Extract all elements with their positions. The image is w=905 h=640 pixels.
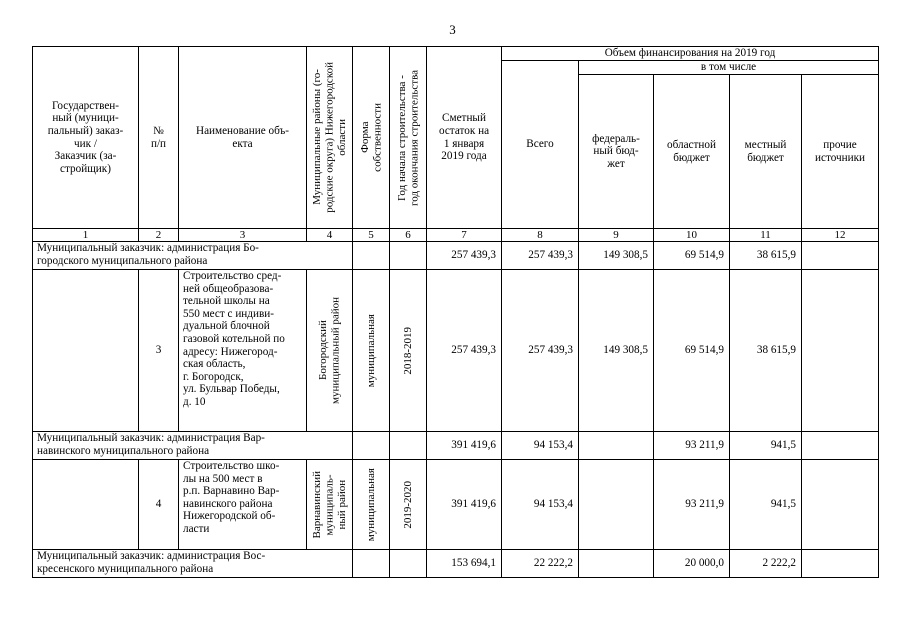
column-number: 6 (390, 229, 427, 242)
customer-row (33, 432, 879, 460)
customer-label: Муниципальный заказчик: администрация Вос- кресенского муниципального района (33, 550, 353, 578)
header-ownership: Форма собственности (358, 103, 383, 172)
column-number: 7 (427, 229, 502, 242)
column-number: 1 (33, 229, 139, 242)
header-years: Год начала строительства - год окончания строительства (395, 69, 420, 206)
cell-object-name: Строительство шко- лы на 500 мест в р.п. Варнавино Вар- навинского района Нижегородской об- ласти (179, 460, 307, 550)
header-total: Всего (502, 61, 579, 229)
cell-number: 4 (139, 460, 179, 550)
cell-federal (579, 460, 654, 550)
header-local: местный бюджет (730, 75, 802, 229)
financing-table (32, 46, 879, 578)
cell-district: Варнавинский муниципаль- ный район (310, 470, 348, 539)
cell-ownership: муниципальная (364, 467, 377, 542)
cell-federal (579, 550, 654, 578)
header-other: прочие источники (802, 75, 879, 229)
cell-local: 2 222,2 (730, 550, 802, 578)
cell-regional: 69 514,9 (654, 242, 730, 270)
cell-local: 941,5 (730, 432, 802, 460)
object-row (33, 270, 879, 432)
cell-regional: 93 211,9 (654, 460, 730, 550)
cell-federal: 149 308,5 (579, 242, 654, 270)
cell-total: 257 439,3 (502, 270, 579, 432)
cell-federal (579, 432, 654, 460)
cell-regional: 20 000,0 (654, 550, 730, 578)
customer-row (33, 550, 879, 578)
column-number: 12 (802, 229, 879, 242)
cell-other (802, 270, 879, 432)
cell-estimate: 257 439,3 (427, 242, 502, 270)
page-number: 3 (449, 22, 456, 37)
cell-ownership: муниципальная (364, 313, 377, 388)
header-federal: федераль- ный бюд- жет (579, 75, 654, 229)
column-number: 5 (353, 229, 390, 242)
object-row (33, 460, 879, 550)
cell-other (802, 460, 879, 550)
cell-estimate: 391 419,6 (427, 432, 502, 460)
cell-local: 38 615,9 (730, 242, 802, 270)
cell-total: 94 153,4 (502, 460, 579, 550)
column-number: 11 (730, 229, 802, 242)
cell-years: 2019-2020 (401, 480, 414, 529)
cell-total: 257 439,3 (502, 242, 579, 270)
cell-local: 941,5 (730, 460, 802, 550)
cell-other (802, 242, 879, 270)
column-number: 4 (307, 229, 353, 242)
cell-other (802, 432, 879, 460)
cell-estimate: 257 439,3 (427, 270, 502, 432)
column-number: 3 (179, 229, 307, 242)
column-numbers-row (33, 229, 879, 242)
customer-label: Муниципальный заказчик: администрация Бо- городского муниципального района (33, 242, 353, 270)
customer-row (33, 242, 879, 270)
cell-local: 38 615,9 (730, 270, 802, 432)
cell-regional: 93 211,9 (654, 432, 730, 460)
column-number: 8 (502, 229, 579, 242)
cell-district: Богородский муниципальный район (317, 297, 342, 404)
cell-estimate: 153 694,1 (427, 550, 502, 578)
header-number: № п/п (139, 47, 179, 229)
header-funding-title: Объем финансирования на 2019 год (502, 47, 879, 61)
header-including: в том числе (579, 61, 879, 75)
header-object-name: Наименование объ- екта (179, 47, 307, 229)
header-regional: областной бюджет (654, 75, 730, 229)
column-number: 2 (139, 229, 179, 242)
customer-label: Муниципальный заказчик: администрация Вар- навинского муниципального района (33, 432, 353, 460)
cell-total: 22 222,2 (502, 550, 579, 578)
cell-other (802, 550, 879, 578)
cell-years: 2018-2019 (401, 326, 414, 375)
header-customer: Государствен- ный (муници- пальный) заказ- чик / Заказчик (за- стройщик) (33, 47, 139, 229)
column-number: 9 (579, 229, 654, 242)
cell-federal: 149 308,5 (579, 270, 654, 432)
cell-object-name: Строительство сред- ней общеобразова- тельной школы на 550 мест с индиви- дуальной блочной газовой котельной по адресу: Нижегород- ская область, г. Богородск, ул. Бульвар Победы, д. 10 (179, 270, 307, 432)
cell-total: 94 153,4 (502, 432, 579, 460)
cell-estimate: 391 419,6 (427, 460, 502, 550)
cell-regional: 69 514,9 (654, 270, 730, 432)
column-number: 10 (654, 229, 730, 242)
cell-number: 3 (139, 270, 179, 432)
header-district: Муниципальные районы (го- родские округа) Нижегородской области (310, 62, 348, 213)
header-estimate-remainder: Сметный остаток на 1 января 2019 года (427, 47, 502, 229)
